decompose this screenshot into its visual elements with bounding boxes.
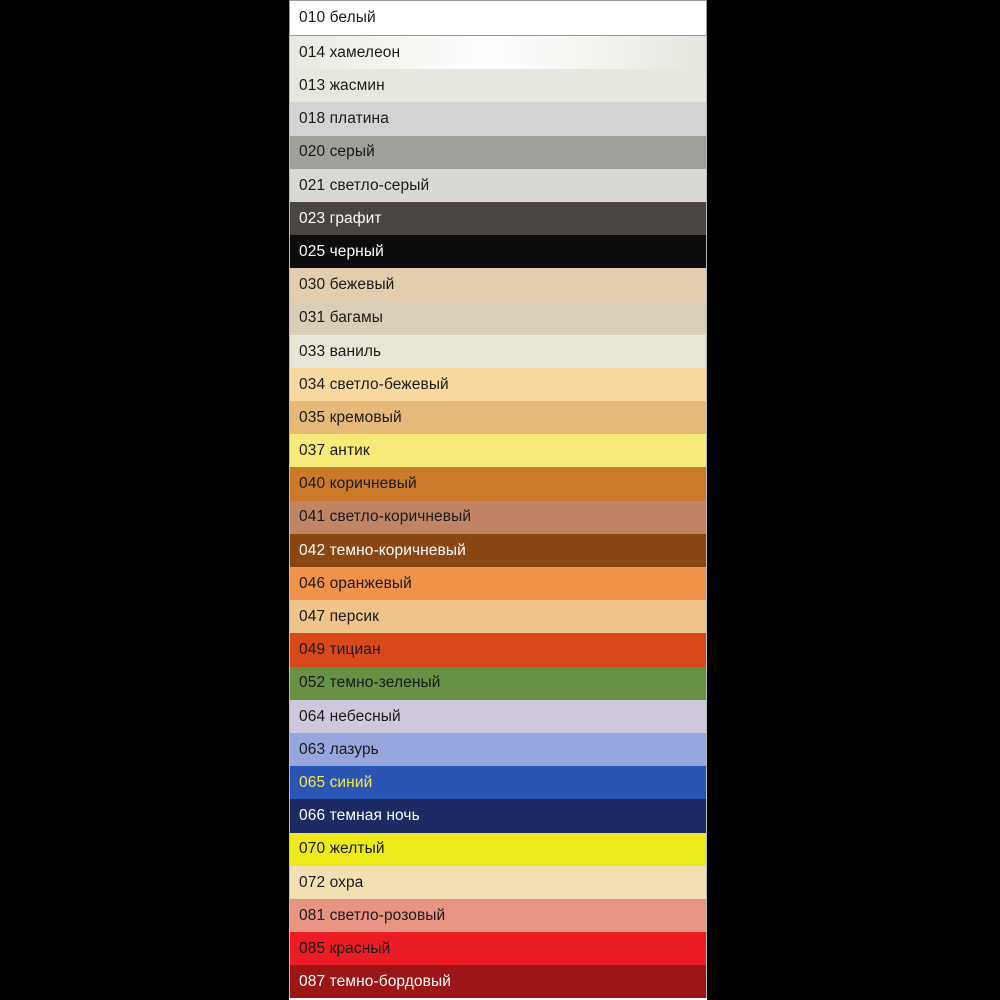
swatch-row[interactable] bbox=[289, 700, 707, 733]
swatch-row[interactable] bbox=[289, 866, 707, 899]
swatch-label: 063 лазурь bbox=[299, 740, 379, 758]
swatch-row[interactable] bbox=[289, 335, 707, 368]
swatch-label: 025 черный bbox=[299, 242, 384, 260]
swatch-label: 052 темно-зеленый bbox=[299, 674, 441, 692]
swatch-label: 041 светло-коричневый bbox=[299, 508, 472, 526]
swatch-label: 046 оранжевый bbox=[299, 574, 412, 592]
swatch-row[interactable] bbox=[289, 136, 707, 169]
swatch-row[interactable] bbox=[289, 368, 707, 401]
swatch-row[interactable] bbox=[289, 467, 707, 500]
swatch-label: 013 жасмин bbox=[299, 77, 385, 95]
swatch-row[interactable] bbox=[289, 0, 707, 36]
swatch-row[interactable] bbox=[289, 766, 707, 799]
swatch-row[interactable] bbox=[289, 733, 707, 766]
swatch-row[interactable] bbox=[289, 534, 707, 567]
color-swatch-list bbox=[289, 0, 707, 1000]
swatch-row[interactable] bbox=[289, 401, 707, 434]
swatch-label: 064 небесный bbox=[299, 707, 401, 725]
swatch-row[interactable] bbox=[289, 667, 707, 700]
swatch-label: 023 графит bbox=[299, 209, 382, 227]
swatch-label: 047 персик bbox=[299, 608, 379, 626]
swatch-row[interactable] bbox=[289, 268, 707, 301]
swatch-row[interactable] bbox=[289, 501, 707, 534]
swatch-label: 040 коричневый bbox=[299, 475, 417, 493]
swatch-row[interactable] bbox=[289, 965, 707, 998]
swatch-label: 049 тициан bbox=[299, 641, 381, 659]
swatch-row[interactable] bbox=[289, 633, 707, 666]
swatch-label: 087 темно-бордовый bbox=[299, 973, 451, 991]
swatch-row[interactable] bbox=[289, 235, 707, 268]
swatch-label: 021 светло-серый bbox=[299, 176, 430, 194]
swatch-row[interactable] bbox=[289, 69, 707, 102]
swatch-row[interactable] bbox=[289, 932, 707, 965]
swatch-row[interactable] bbox=[289, 302, 707, 335]
swatch-label: 014 хамелеон bbox=[299, 43, 401, 61]
swatch-label: 030 бежевый bbox=[299, 276, 395, 294]
swatch-label: 033 ваниль bbox=[299, 342, 382, 360]
swatch-label: 085 красный bbox=[299, 939, 391, 957]
swatch-row[interactable] bbox=[289, 202, 707, 235]
swatch-label: 020 серый bbox=[299, 143, 375, 161]
swatch-label: 010 белый bbox=[299, 9, 376, 27]
swatch-label: 070 желтый bbox=[299, 840, 385, 858]
swatch-label: 066 темная ночь bbox=[299, 807, 420, 825]
swatch-row[interactable] bbox=[289, 600, 707, 633]
swatch-row[interactable] bbox=[289, 567, 707, 600]
swatch-label: 081 светло-розовый bbox=[299, 906, 446, 924]
swatch-label: 072 охра bbox=[299, 873, 364, 891]
swatch-label: 042 темно-коричневый bbox=[299, 541, 466, 559]
swatch-row[interactable] bbox=[289, 36, 707, 69]
swatch-row[interactable] bbox=[289, 434, 707, 467]
swatch-row[interactable] bbox=[289, 899, 707, 932]
swatch-row[interactable] bbox=[289, 102, 707, 135]
swatch-row[interactable] bbox=[289, 169, 707, 202]
swatch-label: 037 антик bbox=[299, 442, 370, 460]
swatch-label: 065 синий bbox=[299, 773, 373, 791]
swatch-label: 034 светло-бежевый bbox=[299, 375, 449, 393]
swatch-label: 035 кремовый bbox=[299, 408, 402, 426]
swatch-label: 031 багамы bbox=[299, 309, 384, 327]
swatch-label: 018 платина bbox=[299, 110, 389, 128]
swatch-row[interactable] bbox=[289, 799, 707, 832]
swatch-row[interactable] bbox=[289, 833, 707, 866]
